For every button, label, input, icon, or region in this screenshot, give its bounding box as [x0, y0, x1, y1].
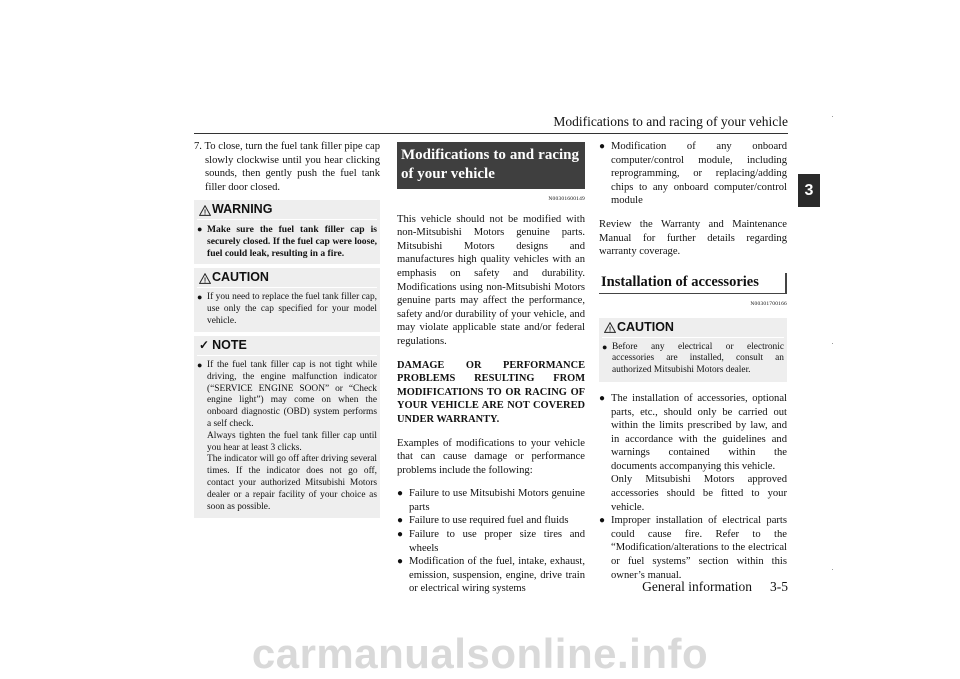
paragraph-intro: This vehicle should not be modified with non-Mitsubishi Motors genuine parts. Mitsubishi Motors designs and manufactures high quality vehicles with an emphasis on safety and durability. Modifications using non-Mitsubishi Motors genuine parts may affect the performance, safety and/or durability of your vehicle, and may violate applicable state and/or federal regulations. [397, 213, 585, 347]
list-item: ● Failure to use Mitsubishi Motors genuine parts [397, 488, 585, 513]
list-item: ● The installation of accessories, optional parts, etc., should only be carried out within the limits prescribed by law, and in accordance with the guidelines and warnings contained within the documents accompanying this vehicle. Only Mitsubishi Motors approved accessories should be fitted to your vehicle. [599, 392, 787, 513]
caution-triangle-icon [604, 322, 616, 333]
margin-tick [832, 116, 833, 117]
warning-header [197, 200, 377, 220]
caution-text: Before any electrical or electronic accessories are installed, consult an authorized Mitsubishi Motors dealer. [612, 341, 784, 376]
bullet-icon: ● [197, 359, 203, 370]
warning-text: Make sure the fuel tank filler cap is securely closed. If the fuel cap were loose, fuel could leak, resulting in a fire. [207, 223, 377, 259]
section-heading-accessories: Installation of accessories [599, 273, 787, 295]
footer-section: General information [642, 579, 752, 594]
caution-label: CAUTION [617, 319, 674, 334]
caution-item [602, 338, 784, 377]
caution-header [602, 318, 784, 338]
list-item: ● Modification of the fuel, intake, exhaust, emission, suspension, engine, drive train or electrical wiring systems [397, 556, 585, 595]
warning-box [194, 200, 380, 264]
note-item [197, 356, 377, 513]
margin-tick [832, 343, 833, 344]
caution-label: CAUTION [212, 270, 269, 285]
page-footer [642, 579, 788, 595]
caution-box [194, 268, 380, 332]
running-header: Modifications to and racing of your vehicle [553, 114, 788, 129]
bullet-icon: ● [599, 141, 606, 152]
svg-text:!: ! [203, 277, 207, 284]
caution-item [197, 288, 377, 327]
paragraph-examples: Examples of modifications to your vehicle that can cause damage or performance problems include the following: [397, 437, 585, 476]
note-p3: The indicator will go off after driving several times. If the indicator does not go off, contact your authorized Mitsubishi Motors dealer or a repair facility of your choice as soon as possible. [207, 454, 377, 512]
margin-tick [832, 569, 833, 570]
warranty-statement: DAMAGE OR PERFORMANCE PROBLEMS RESULTING FROM MODIFICATIONS TO OR RACING OF YOUR VEHICLE ARE NOT COVERED UNDER WARRANTY. [397, 359, 585, 425]
column-1 [194, 140, 380, 518]
warning-triangle-icon [199, 205, 211, 216]
paragraph-review: Review the Warranty and Maintenance Manual for further details regarding warranty coverage. [599, 218, 787, 258]
section-code: N00301700166 [750, 301, 787, 308]
svg-text:!: ! [608, 326, 612, 334]
bullet-icon: ● [397, 515, 404, 527]
page-number: 3-5 [770, 579, 788, 594]
bullet-icon: ● [602, 341, 608, 352]
list-item: ● Failure to use proper size tires and wheels [397, 529, 585, 554]
bullet-icon: ● [599, 515, 606, 527]
checkmark-icon: ✓ [199, 338, 210, 353]
list-item: ● Modification of any onboard computer/control module, including reprogramming, or replacing/adding chips to any onboard computer/control module [599, 141, 787, 207]
column-2 [397, 140, 585, 596]
bullet-icon: ● [397, 556, 404, 568]
caution-triangle-icon [199, 273, 211, 284]
caution-box [599, 318, 787, 382]
section-code: N00301600149 [548, 196, 585, 202]
list-item: ● Improper installation of electrical parts could cause fire. Refer to the “Modification/alterations to the electrical or fuel systems” section within this owner’s manual. [599, 515, 787, 581]
caution-header [197, 268, 377, 288]
list-item: ● Failure to use required fuel and fluids [397, 515, 569, 527]
column-3 [599, 140, 787, 582]
note-label: NOTE [212, 338, 247, 353]
bullet-icon: ● [599, 392, 606, 404]
note-header [197, 336, 377, 356]
note-p2: Always tighten the fuel tank filler cap until you hear at least 3 clicks. [207, 430, 377, 453]
chapter-tab: 3 [798, 174, 820, 207]
section-heading-modifications: Modifications to and racing of your vehicle [397, 142, 585, 189]
bullet-icon: ● [197, 291, 203, 302]
bullet-icon: ● [197, 223, 203, 234]
note-box [194, 336, 380, 518]
note-p1: If the fuel tank filler cap is not tight while driving, the engine malfunction indicator (“SERVICE ENGINE SOON” or “Check engine light”) may come on when the onboard diagnostic (OBD) system performs a self check. [207, 359, 377, 429]
bullet-icon: ● [397, 488, 404, 500]
caution-text: If you need to replace the fuel tank filler cap, use only the cap specified for your model vehicle. [207, 291, 377, 326]
bullet-icon: ● [397, 529, 404, 541]
warning-item [197, 220, 377, 259]
warning-label: WARNING [212, 202, 273, 217]
header-rule [194, 133, 788, 134]
watermark-logo: carmanualsonline.info [251, 630, 709, 677]
svg-text:!: ! [203, 209, 207, 216]
step-7: 7. To close, turn the fuel tank filler pipe cap slowly clockwise until you hear clicking sounds, then gently push the fuel tank filler door closed. [194, 141, 380, 193]
